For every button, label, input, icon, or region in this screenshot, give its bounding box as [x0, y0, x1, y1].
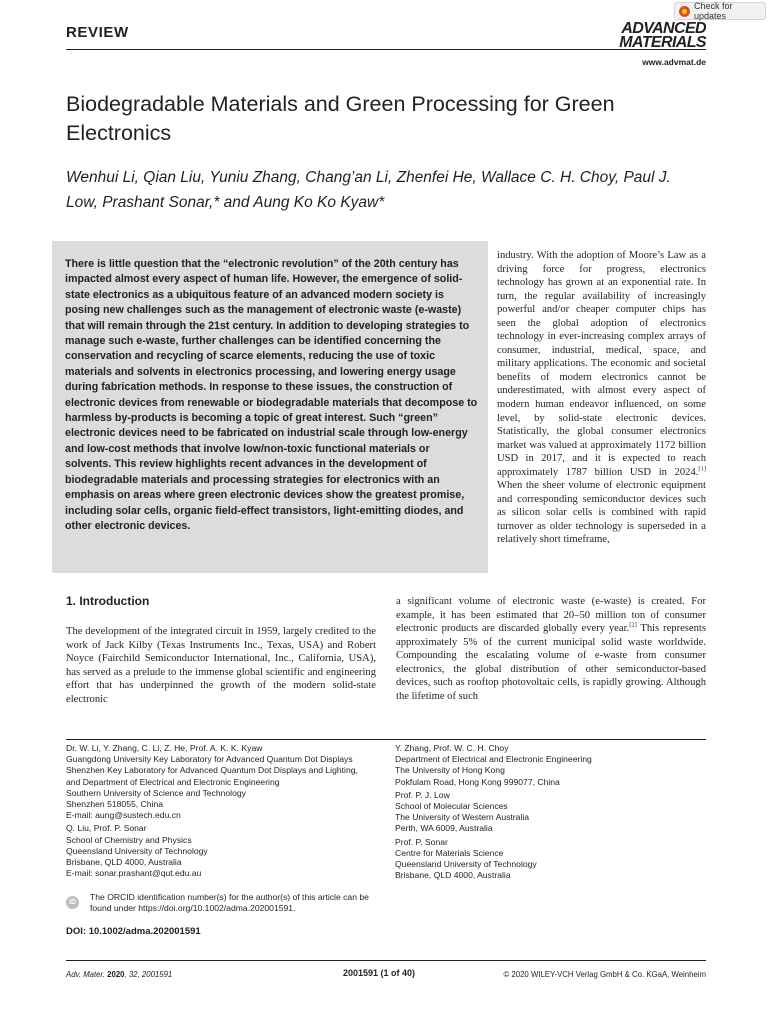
article-doi[interactable]: DOI: 10.1002/adma.202001591 [66, 926, 201, 937]
affiliation-line: Brisbane, QLD 4000, Australia [395, 870, 511, 881]
affiliation-group [395, 743, 707, 788]
body-text-segment: When the sheer volume of electronic equipment and corresponding semiconductor devices such as silicon solar cells is combined with rapid turnover as older technology is superseded in a relatively short timeframe, [497, 480, 706, 546]
body-text-segment: industry. With the adoption of Moore’s Law as a driving force for progress, electronics technology has grown at an exponential rate. In turn, the regular availability of increasingly powerful and/or cheaper computer chips has seen the global adoption of electronics technology in ever-increasing complex arrays of consumer, industrial, medical, space, and military applications. The economic and societal benefits of modern electronics cannot be underestimated, with almost every aspect of modern human endeavor influenced, on some level, by solid-state electronic devices. Statistically, the global consumer electronics market was valued at approximately 1172 billion USD in 2017, and it is expected to reach approximately 1787 billion USD in 2024. [497, 250, 706, 478]
affiliation-line: School of Molecular Sciences [395, 801, 508, 812]
check-for-updates-label: Check for updates [694, 1, 733, 21]
affiliation-email[interactable]: E-mail: aung@sustech.edu.cn [66, 810, 181, 821]
body-text-segment: a significant volume of electronic waste (e-waste) is created. For example, it has been estimated that 20–50 million ton of consumer electronic products are discarded globally every year. [396, 596, 706, 635]
citation-volume: 32 [128, 970, 138, 979]
affiliation-group [66, 743, 386, 821]
affiliation-line: and Department of Electrical and Electronic Engineering [66, 776, 280, 787]
page-number: 2001591 (1 of 40) [343, 968, 416, 978]
affiliation-line: Pokfulam Road, Hong Kong 999077, China [395, 776, 560, 787]
affiliation-line: The University of Hong Kong [395, 765, 505, 776]
citation-article-number: 2001591 [141, 970, 173, 979]
affiliation-line: School of Chemistry and Physics [66, 834, 192, 845]
citation-year: 2020 [107, 970, 125, 979]
affiliations-left [66, 743, 386, 881]
affiliation-line: Dr. W. Li, Y. Zhang, C. Li, Z. He, Prof. A. K. K. Kyaw [66, 743, 263, 753]
reference-marker[interactable]: [2] [629, 621, 637, 629]
affiliation-line: Southern University of Science and Technology [66, 787, 246, 798]
body-text-left: The development of the integrated circuit in 1959, largely credited to the work of Jack Kilby (Texas Instruments Inc., Texas, USA) and Robert Noyce (Fairchild Semiconductor International, Inc., California, USA), has served as a prelude to the immense global scientific and engineering effort that has underpinned the growth of the modern solid-state electronic [66, 626, 376, 705]
affiliation-line: Brisbane, QLD 4000, Australia [66, 857, 182, 868]
journal-abbrev: Adv. Mater. [66, 970, 105, 979]
crossmark-icon [679, 6, 690, 17]
affiliation-line: Queensland University of Technology [66, 845, 208, 856]
header-rule [66, 49, 706, 50]
affiliation-line: Queensland University of Technology [395, 859, 537, 870]
copyright-notice: © 2020 WILEY-VCH Verlag GmbH & Co. KGaA, Weinheim [503, 970, 706, 979]
abstract-text: There is little question that the “electronic revolution” of the 20th century has impacted almost every aspect of human life. However, the emergence of solid-state electronics as a ubiquitous feature of an advanced modern society is posing new challenges such as the management of electronic waste (e-waste) that will remain through the 21st century. In addition to developing strategies to manage such e-waste, further challenges can be identified concerning the conservation and recycling of scarce elements, reducing the use of toxic materials and solvents in electronics processing, and lowering energy usage during fabrication methods. In response to these issues, the construction of electronic devices from renewable or biodegradable materials that decompose to harmless by-products is becoming a topic of great interest. Such “green” electronic devices need to be fabricated on industrial scale through low-energy and low-cost methods that involve low/non-toxic functional materials or solvents. This review highlights recent advances in the development of biodegradable materials and processing strategies for electronics with an emphasis on areas where green electronic devices show the greatest promise, including solar cells, organic field-effect transistors, light-emitting diodes, and other electronic devices. [65, 258, 478, 532]
affiliation-rule [66, 739, 706, 740]
footer-rule [66, 960, 706, 961]
affiliation-line: Y. Zhang, Prof. W. C. H. Choy [395, 743, 509, 753]
reference-marker[interactable]: [1] [698, 465, 706, 473]
orcid-icon: iD [66, 896, 79, 909]
affiliation-line: Shenzhen 518055, China [66, 799, 163, 810]
orcid-note[interactable]: The ORCID identification number(s) for the author(s) of this article can be found under https://doi.org/10.1002/adma.202001591. [90, 892, 369, 914]
affiliation-email[interactable]: E-mail: sonar.prashant@qut.edu.au [66, 868, 202, 879]
author-list: Wenhui Li, Qian Liu, Yuniu Zhang, Chang’an Li, Zhenfei He, Wallace C. H. Choy, Paul J. Low, Prashant Sonar,* and Aung Ko Ko Kyaw* [66, 169, 671, 211]
affiliation-line: Shenzhen Key Laboratory for Advanced Quantum Dot Displays and Lighting, [66, 765, 358, 776]
journal-url[interactable]: www.advmat.de [642, 57, 706, 67]
affiliations-right [395, 743, 707, 883]
journal-logo [619, 22, 706, 50]
body-text-right-top [497, 249, 706, 547]
affiliation-line: Q. Liu, Prof. P. Sonar [66, 823, 147, 834]
logo-line-advanced: ADVANCED [621, 20, 706, 37]
affiliation-line: Prof. P. Sonar [395, 836, 448, 847]
affiliation-group [395, 837, 707, 882]
check-for-updates-button[interactable] [674, 2, 766, 20]
logo-line-materials: MATERIALS [619, 34, 706, 51]
affiliation-line: Perth, WA 6009, Australia [395, 823, 493, 834]
affiliation-line: Centre for Materials Science [395, 847, 504, 858]
affiliation-group [395, 790, 707, 835]
affiliation-line: Department of Electrical and Electronic Engineering [395, 754, 592, 765]
affiliation-line: The University of Western Australia [395, 812, 530, 823]
article-title: Biodegradable Materials and Green Processing for Green Electronics [66, 92, 615, 145]
section-heading-introduction: 1. Introduction [66, 594, 150, 608]
affiliation-group [66, 823, 386, 879]
affiliation-line: Guangdong University Key Laboratory for Advanced Quantum Dot Displays [66, 754, 353, 765]
body-text-right-bottom [396, 595, 706, 703]
citation-footer: Adv. Mater. 2020, 32, 2001591 [66, 970, 173, 979]
body-text-segment: This represents approximately 5% of the current municipal solid waste worldwide. Compounding the escalating volume of e-waste from consumer electronics, the global distribution of other semiconductor-based devices, such as rooftop photovoltaic cells, is rapidly growing. Although the lifetime of such [396, 623, 706, 702]
section-label: REVIEW [66, 24, 129, 41]
affiliation-line: Prof. P. J. Low [395, 789, 450, 800]
